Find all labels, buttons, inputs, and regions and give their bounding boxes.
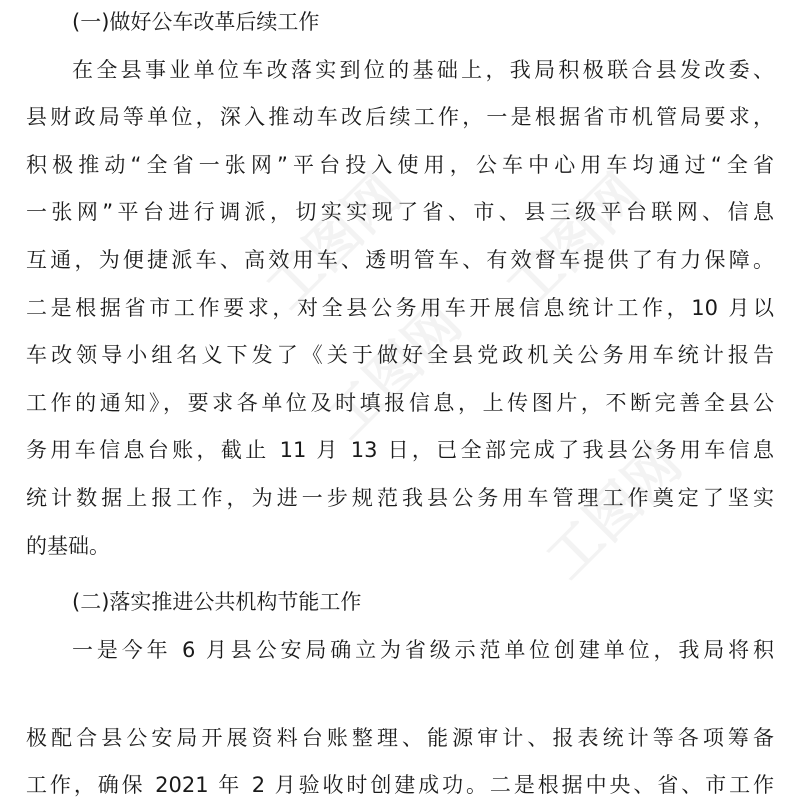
section-heading-2: (二)落实推进公共机构节能工作 [72,590,362,614]
paragraph-line: 工作，确保 2021 年 2 月验收时创建成功。二是根据中央、省、市工作 [26,773,774,797]
watermark: 工图网 [534,431,694,591]
watermark: 工图网 [254,161,414,321]
paragraph-line: 二是根据省市工作要求，对全县公务用车开展信息统计工作，10 月以 [26,296,774,320]
watermark: 工图网 [494,161,654,321]
paragraph-line: 统计数据上报工作，为进一步规范我县公务用车管理工作奠定了坚实 [26,486,774,510]
paragraph-line: 车改领导小组名义下发了《关于做好全县党政机关公务用车统计报告 [26,343,774,367]
paragraph-line: 一是今年 6 月县公安局确立为省级示范单位创建单位，我局将积 [72,638,774,662]
paragraph-line: 务用车信息台账，截止 11 月 13 日，已全部完成了我县公务用车信息 [26,438,774,462]
section-heading-1: (一)做好公车改革后续工作 [72,10,320,34]
paragraph-line: 互通，为便捷派车、高效用车、透明管车、有效督车提供了有力保障。 [26,248,774,272]
watermark: 工图网 [314,291,474,451]
paragraph-line: 一张网”平台进行调派，切实实现了省、市、县三级平台联网、信息 [26,200,774,224]
paragraph-line: 积极推动“全省一张网”平台投入使用，公车中心用车均通过“全省 [26,153,774,177]
paragraph-line: 工作的通知》，要求各单位及时填报信息，上传图片，不断完善全县公 [26,391,774,415]
paragraph-line: 极配合县公安局开展资料台账整理、能源审计、报表统计等各项筹备 [26,726,774,750]
paragraph-line: 县财政局等单位，深入推动车改后续工作，一是根据省市机管局要求， [26,105,774,129]
paragraph-line: 在全县事业单位车改落实到位的基础上，我局积极联合县发改委、 [72,58,774,82]
paragraph-line: 的基础。 [26,534,110,558]
